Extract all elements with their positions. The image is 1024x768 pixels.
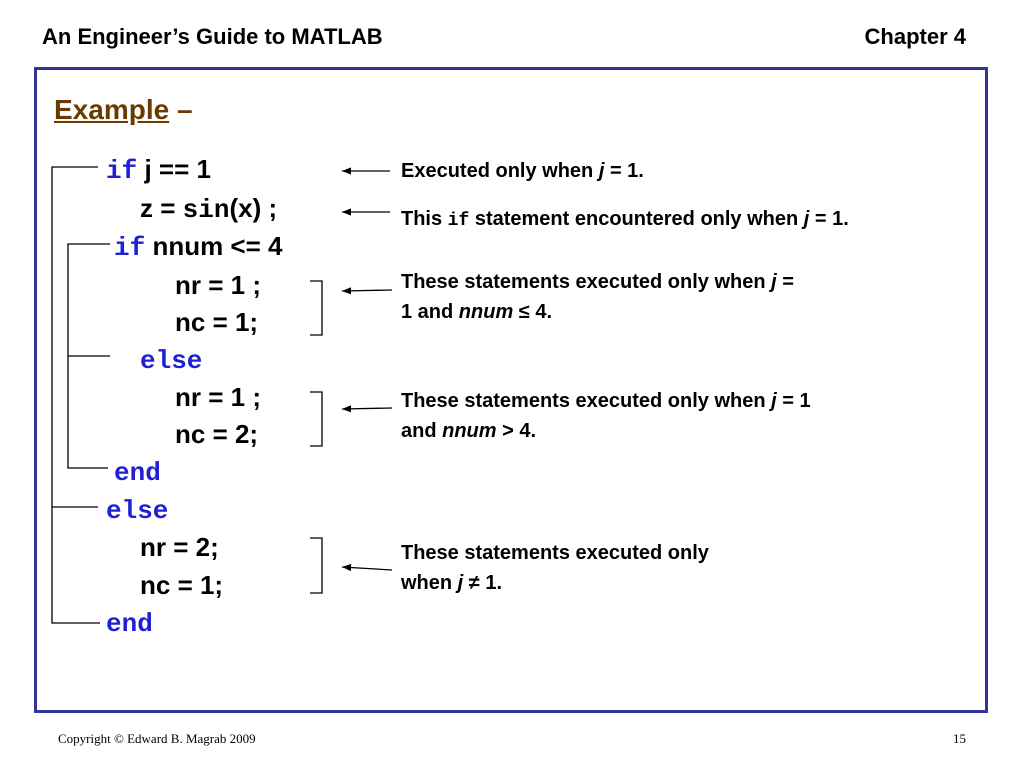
title-word: Example bbox=[54, 94, 170, 125]
code-line-7: nr = 1 ; bbox=[175, 382, 261, 412]
arrow-3 bbox=[342, 290, 392, 291]
note-text: These statements executed only when bbox=[401, 390, 772, 412]
outer-if-bracket bbox=[52, 167, 100, 623]
arrow-4 bbox=[342, 408, 392, 409]
chapter-label: Chapter 4 bbox=[864, 24, 966, 49]
code-line-11: nr = 2; bbox=[140, 532, 219, 562]
note-text: when bbox=[401, 572, 458, 594]
note-var: j bbox=[457, 572, 464, 594]
note-text: Executed only when bbox=[401, 160, 599, 182]
keyword-else: else bbox=[140, 346, 203, 376]
note-text: and bbox=[401, 420, 443, 442]
note-var: j bbox=[771, 390, 777, 412]
note-line: These statements executed only bbox=[401, 542, 709, 564]
group-bracket-1 bbox=[310, 281, 322, 335]
note-var: j bbox=[771, 271, 777, 293]
keyword-else: else bbox=[106, 496, 169, 526]
group-bracket-3 bbox=[310, 538, 322, 593]
keyword-end: end bbox=[114, 458, 161, 488]
note-keyword: if bbox=[447, 211, 470, 231]
note-text: This bbox=[401, 208, 448, 230]
copyright: Copyright © Edward B. Magrab 2009 bbox=[58, 731, 256, 746]
note-text: These statements executed only when bbox=[401, 271, 772, 293]
keyword-if: if bbox=[114, 233, 146, 263]
note-text: = 1. bbox=[809, 208, 849, 230]
code-line-5: nc = 1; bbox=[175, 307, 259, 337]
page-number: 15 bbox=[953, 731, 966, 746]
group-bracket-2 bbox=[310, 392, 322, 446]
note-text: statement encountered only when bbox=[469, 208, 804, 230]
code-line-4: nr = 1 ; bbox=[175, 270, 261, 300]
note-var: j bbox=[598, 160, 605, 182]
code-text: nnum <= 4 bbox=[145, 231, 283, 261]
function-name: sin bbox=[182, 195, 230, 225]
code-text: z = bbox=[140, 193, 183, 223]
code-line-12: nc = 1; bbox=[140, 570, 224, 600]
book-title: An Engineer’s Guide to MATLAB bbox=[42, 24, 383, 49]
keyword-end: end bbox=[106, 609, 153, 639]
title-dash: – bbox=[169, 94, 193, 125]
code-text: (x) ; bbox=[229, 193, 278, 223]
note-var: j bbox=[803, 208, 810, 230]
arrow-5 bbox=[342, 567, 392, 570]
note-text: = 1. bbox=[604, 160, 644, 182]
note-text: ≠ 1. bbox=[463, 572, 503, 594]
note-text: = 1 bbox=[776, 390, 811, 412]
note-text: 1 and bbox=[401, 301, 459, 323]
note-text: > 4. bbox=[496, 420, 537, 442]
note-text: = bbox=[776, 271, 794, 293]
keyword-if: if bbox=[106, 156, 138, 186]
note-var: nnum bbox=[458, 301, 514, 323]
code-text: j == 1 bbox=[137, 154, 211, 184]
note-var: nnum bbox=[442, 420, 497, 442]
note-text: ≤ 4. bbox=[513, 301, 553, 323]
code-line-8: nc = 2; bbox=[175, 419, 259, 449]
